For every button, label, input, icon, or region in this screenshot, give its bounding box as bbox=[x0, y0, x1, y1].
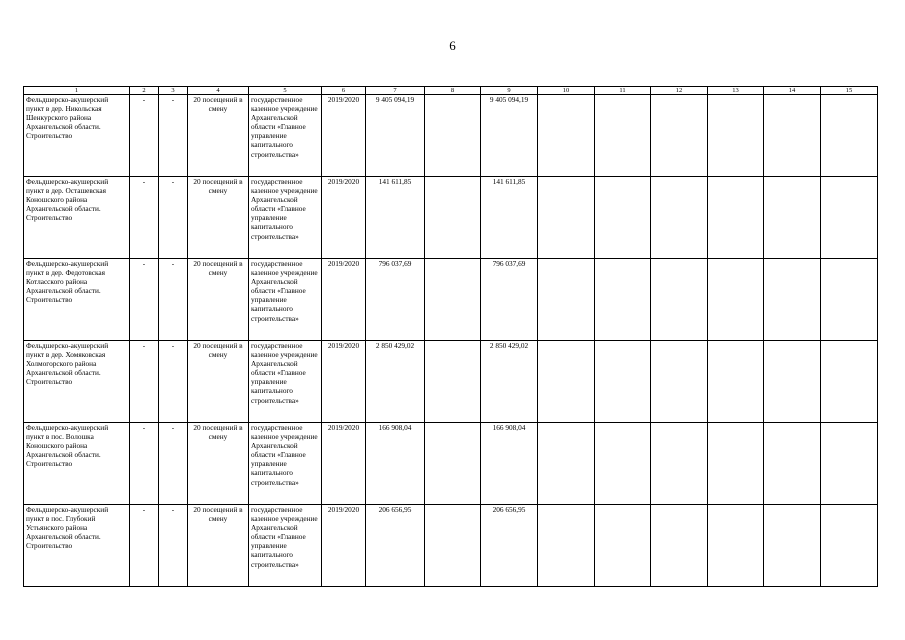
table-row bbox=[24, 341, 878, 423]
cell-col-14 bbox=[764, 341, 821, 423]
cell-col-14 bbox=[764, 95, 821, 177]
cell-customer: государственное казенное учреждение Архангельской области «Главное управление капитального строительства» bbox=[249, 177, 322, 259]
cell-col-15 bbox=[821, 341, 878, 423]
cell-col-3: - bbox=[159, 95, 188, 177]
cell-col-13 bbox=[708, 259, 764, 341]
cell-col-11 bbox=[595, 341, 651, 423]
cell-col-2: - bbox=[130, 177, 159, 259]
table-row bbox=[24, 259, 878, 341]
cell-col-11 bbox=[595, 95, 651, 177]
cell-capacity: 20 посещений в смену bbox=[188, 505, 249, 587]
column-number-15: 15 bbox=[821, 87, 878, 95]
cell-col-14 bbox=[764, 423, 821, 505]
cell-col-11 bbox=[595, 259, 651, 341]
cell-cost-col-9: 141 611,85 bbox=[481, 177, 538, 259]
cell-col-3: - bbox=[159, 341, 188, 423]
cell-col-12 bbox=[651, 505, 708, 587]
cell-object-name: Фельдшерско-акушерский пункт в дер. Федотовская Котласского района Архангельской области. Строительство bbox=[24, 259, 130, 341]
cell-col-13 bbox=[708, 423, 764, 505]
cell-col-2: - bbox=[130, 423, 159, 505]
cell-col-15 bbox=[821, 95, 878, 177]
table-row bbox=[24, 505, 878, 587]
cell-cost-col-9: 206 656,95 bbox=[481, 505, 538, 587]
column-number-13: 13 bbox=[708, 87, 764, 95]
cell-cost-total: 9 405 094,19 bbox=[366, 95, 425, 177]
cell-customer: государственное казенное учреждение Архангельской области «Главное управление капитального строительства» bbox=[249, 423, 322, 505]
cell-col-10 bbox=[538, 95, 595, 177]
cell-col-12 bbox=[651, 423, 708, 505]
cell-col-13 bbox=[708, 341, 764, 423]
cell-col-8 bbox=[425, 259, 481, 341]
cell-cost-col-9: 9 405 094,19 bbox=[481, 95, 538, 177]
cell-col-15 bbox=[821, 505, 878, 587]
cell-period: 2019/2020 bbox=[322, 95, 366, 177]
column-number-12: 12 bbox=[651, 87, 708, 95]
cell-cost-total: 206 656,95 bbox=[366, 505, 425, 587]
cell-col-3: - bbox=[159, 259, 188, 341]
cell-period: 2019/2020 bbox=[322, 423, 366, 505]
cell-col-8 bbox=[425, 423, 481, 505]
cell-capacity: 20 посещений в смену bbox=[188, 177, 249, 259]
cell-col-14 bbox=[764, 177, 821, 259]
cell-col-15 bbox=[821, 423, 878, 505]
cell-col-2: - bbox=[130, 95, 159, 177]
cell-col-12 bbox=[651, 341, 708, 423]
investment-table bbox=[23, 86, 878, 587]
cell-col-12 bbox=[651, 259, 708, 341]
cell-period: 2019/2020 bbox=[322, 259, 366, 341]
cell-cost-col-9: 166 908,04 bbox=[481, 423, 538, 505]
cell-col-8 bbox=[425, 505, 481, 587]
cell-col-14 bbox=[764, 505, 821, 587]
cell-object-name: Фельдшерско-акушерский пункт в дер. Хомяковская Холмогорского района Архангельской области. Строительство bbox=[24, 341, 130, 423]
column-number-14: 14 bbox=[764, 87, 821, 95]
cell-col-10 bbox=[538, 423, 595, 505]
cell-col-10 bbox=[538, 177, 595, 259]
cell-object-name: Фельдшерско-акушерский пункт в пос. Волошка Коношского района Архангельской области. Строительство bbox=[24, 423, 130, 505]
cell-cost-col-9: 796 037,69 bbox=[481, 259, 538, 341]
cell-col-2: - bbox=[130, 505, 159, 587]
table-row bbox=[24, 95, 878, 177]
cell-period: 2019/2020 bbox=[322, 341, 366, 423]
table-row bbox=[24, 177, 878, 259]
cell-col-13 bbox=[708, 177, 764, 259]
cell-col-15 bbox=[821, 177, 878, 259]
cell-col-11 bbox=[595, 505, 651, 587]
cell-col-2: - bbox=[130, 341, 159, 423]
cell-col-13 bbox=[708, 95, 764, 177]
column-number-3: 3 bbox=[159, 87, 188, 95]
cell-object-name: Фельдшерско-акушерский пункт в дер. Никольская Шенкурского района Архангельской области. Строительство bbox=[24, 95, 130, 177]
column-number-7: 7 bbox=[366, 87, 425, 95]
column-number-5: 5 bbox=[249, 87, 322, 95]
cell-col-3: - bbox=[159, 177, 188, 259]
cell-col-12 bbox=[651, 177, 708, 259]
column-number-4: 4 bbox=[188, 87, 249, 95]
table-row bbox=[24, 423, 878, 505]
column-number-9: 9 bbox=[481, 87, 538, 95]
cell-cost-total: 796 037,69 bbox=[366, 259, 425, 341]
cell-period: 2019/2020 bbox=[322, 177, 366, 259]
column-number-6: 6 bbox=[322, 87, 366, 95]
table-header-row bbox=[24, 87, 878, 95]
cell-object-name: Фельдшерско-акушерский пункт в пос. Глубокий Устьянского района Архангельской области. Строительство bbox=[24, 505, 130, 587]
cell-col-11 bbox=[595, 177, 651, 259]
cell-cost-total: 166 908,04 bbox=[366, 423, 425, 505]
cell-col-14 bbox=[764, 259, 821, 341]
column-number-1: 1 bbox=[24, 87, 130, 95]
cell-capacity: 20 посещений в смену bbox=[188, 341, 249, 423]
cell-cost-total: 141 611,85 bbox=[366, 177, 425, 259]
cell-capacity: 20 посещений в смену bbox=[188, 95, 249, 177]
column-number-2: 2 bbox=[130, 87, 159, 95]
column-number-8: 8 bbox=[425, 87, 481, 95]
cell-col-10 bbox=[538, 341, 595, 423]
cell-period: 2019/2020 bbox=[322, 505, 366, 587]
page-number: 6 bbox=[449, 38, 456, 53]
cell-col-12 bbox=[651, 95, 708, 177]
cell-col-10 bbox=[538, 505, 595, 587]
cell-object-name: Фельдшерско-акушерский пункт в дер. Осташевская Коношского района Архангельской области. Строительство bbox=[24, 177, 130, 259]
cell-col-10 bbox=[538, 259, 595, 341]
cell-customer: государственное казенное учреждение Архангельской области «Главное управление капитального строительства» bbox=[249, 341, 322, 423]
cell-col-13 bbox=[708, 505, 764, 587]
cell-col-8 bbox=[425, 95, 481, 177]
cell-customer: государственное казенное учреждение Архангельской области «Главное управление капитального строительства» bbox=[249, 259, 322, 341]
cell-col-3: - bbox=[159, 505, 188, 587]
cell-col-8 bbox=[425, 177, 481, 259]
cell-capacity: 20 посещений в смену bbox=[188, 259, 249, 341]
cell-capacity: 20 посещений в смену bbox=[188, 423, 249, 505]
column-number-10: 10 bbox=[538, 87, 595, 95]
cell-col-15 bbox=[821, 259, 878, 341]
cell-col-11 bbox=[595, 423, 651, 505]
cell-cost-total: 2 850 429,02 bbox=[366, 341, 425, 423]
column-number-11: 11 bbox=[595, 87, 651, 95]
cell-col-2: - bbox=[130, 259, 159, 341]
cell-cost-col-9: 2 850 429,02 bbox=[481, 341, 538, 423]
cell-customer: государственное казенное учреждение Архангельской области «Главное управление капитального строительства» bbox=[249, 505, 322, 587]
cell-customer: государственное казенное учреждение Архангельской области «Главное управление капитального строительства» bbox=[249, 95, 322, 177]
cell-col-3: - bbox=[159, 423, 188, 505]
cell-col-8 bbox=[425, 341, 481, 423]
